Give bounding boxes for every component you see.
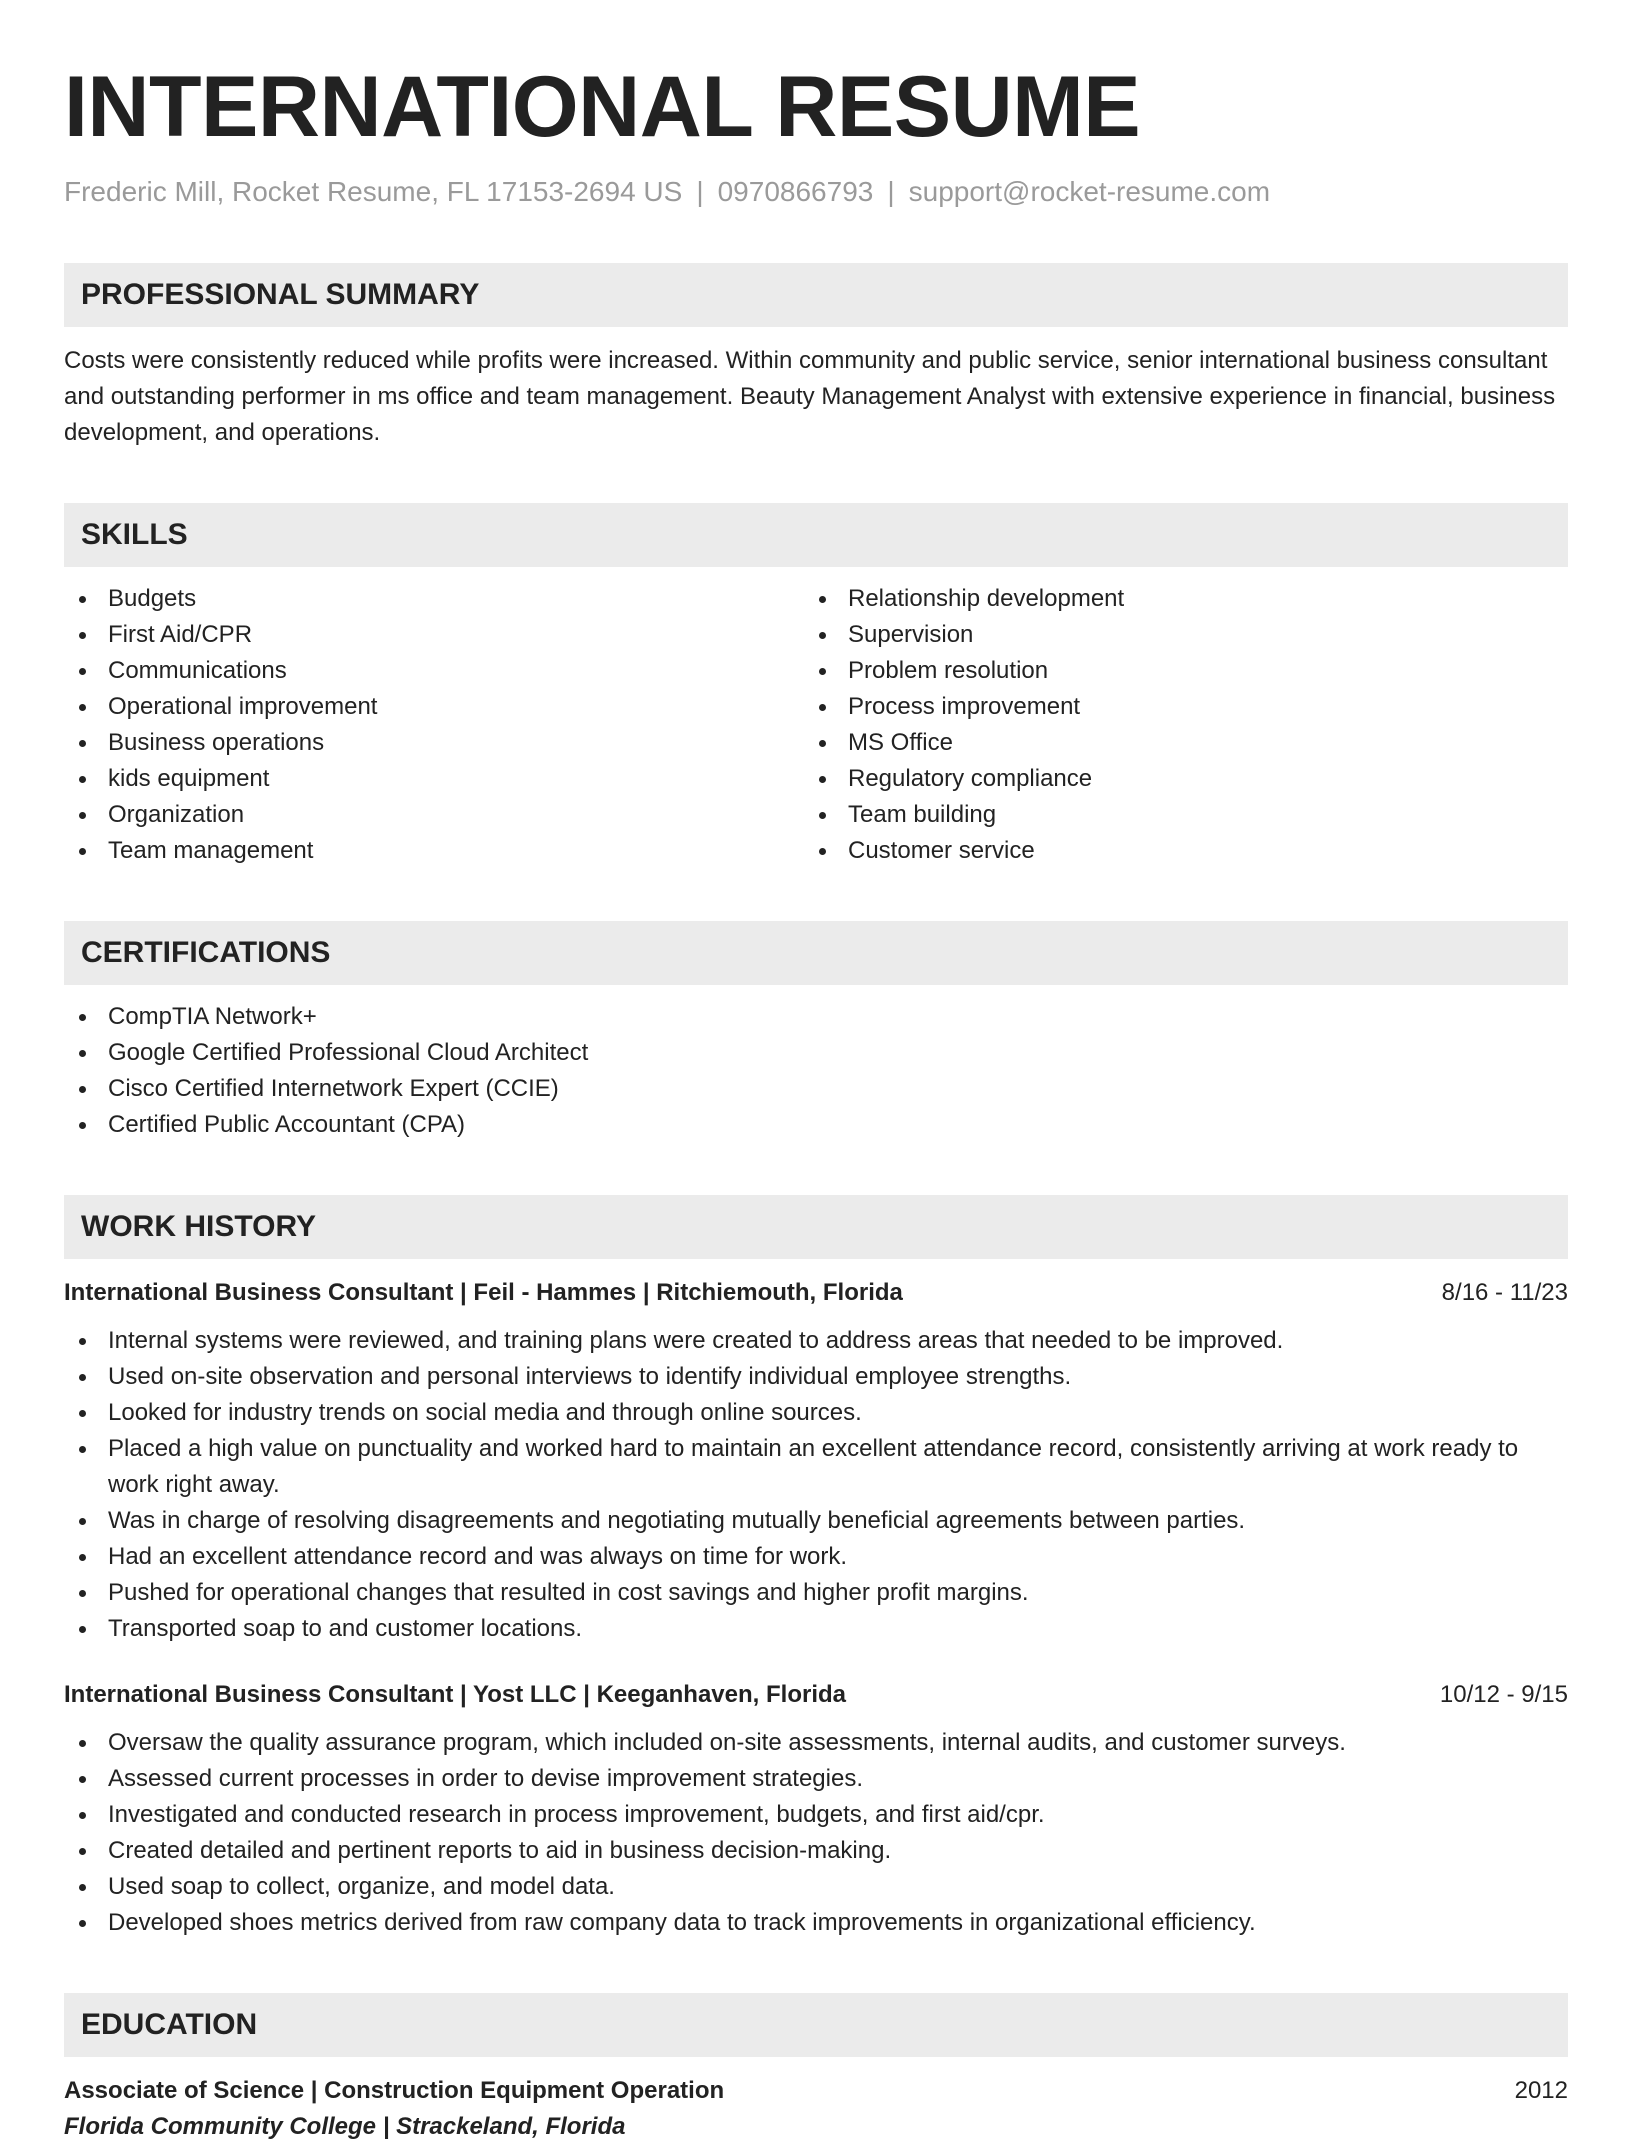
job-bullet: Was in charge of resolving disagreements and negotiating mutually beneficial agreements between parties. — [64, 1503, 1568, 1539]
job-bullet: Pushed for operational changes that resulted in cost savings and higher profit margins. — [64, 1575, 1568, 1611]
job-bullet: Created detailed and pertinent reports to aid in business decision-making. — [64, 1833, 1568, 1869]
skill-item: Supervision — [804, 617, 1544, 653]
education-school: Florida Community College | Strackeland, Florida — [64, 2113, 626, 2140]
job-bullet: Had an excellent attendance record and was always on time for work. — [64, 1539, 1568, 1575]
job-header — [64, 1279, 1568, 1307]
job-bullet: Looked for industry trends on social media and through online sources. — [64, 1395, 1568, 1431]
contact-separator: | — [696, 176, 704, 207]
job-bullet: Placed a high value on punctuality and worked hard to maintain an excellent attendance record, consistently arriving at work ready to work right away. — [64, 1431, 1568, 1503]
section-heading-skills: SKILLS — [64, 503, 1568, 567]
job-bullet: Developed shoes metrics derived from raw company data to track improvements in organizational efficiency. — [64, 1905, 1568, 1941]
job-title: International Business Consultant | Yost LLC | Keeganhaven, Florida — [64, 1681, 846, 1708]
job-bullet: Investigated and conducted research in process improvement, budgets, and first aid/cpr. — [64, 1797, 1568, 1833]
resume-title: INTERNATIONAL RESUME — [64, 59, 1141, 155]
job-dates: 10/12 - 9/15 — [1439, 1681, 1568, 1708]
education-row — [64, 2077, 1568, 2105]
section-heading-work-history: WORK HISTORY — [64, 1195, 1568, 1259]
skill-item: Organization — [64, 797, 804, 833]
skill-item: Team building — [804, 797, 1544, 833]
job-bullet: Assessed current processes in order to devise improvement strategies. — [64, 1761, 1568, 1797]
skill-item: Process improvement — [804, 689, 1544, 725]
contact-address: Frederic Mill, Rocket Resume, FL 17153-2694 US — [64, 176, 683, 207]
skill-item: First Aid/CPR — [64, 617, 804, 653]
section-heading-education: EDUCATION — [64, 1993, 1568, 2057]
job-title: International Business Consultant | Feil - Hammes | Ritchiemouth, Florida — [64, 1279, 903, 1306]
certification-item: Google Certified Professional Cloud Architect — [64, 1035, 1568, 1071]
skill-item: Business operations — [64, 725, 804, 761]
certification-item: Certified Public Accountant (CPA) — [64, 1107, 1568, 1143]
job-bullet: Transported soap to and customer locations. — [64, 1611, 1568, 1647]
skill-item: Relationship development — [804, 581, 1544, 617]
skill-item: Regulatory compliance — [804, 761, 1544, 797]
skill-item: MS Office — [804, 725, 1544, 761]
job-bullet: Used soap to collect, organize, and model data. — [64, 1869, 1568, 1905]
job-header — [64, 1681, 1568, 1709]
skill-item: Team management — [64, 833, 804, 869]
section-heading-certifications: CERTIFICATIONS — [64, 921, 1568, 985]
job-bullet: Used on-site observation and personal interviews to identify individual employee strengths. — [64, 1359, 1568, 1395]
skill-item: Budgets — [64, 581, 804, 617]
job-bullets — [64, 1725, 1568, 1941]
skill-item: Communications — [64, 653, 804, 689]
summary-text: Costs were consistently reduced while profits were increased. Within community and public service, senior international business consultant and outstanding performer in ms office and team management. Beauty Management Analyst with extensive experience in financial, business development, and operations. — [64, 347, 1556, 446]
contact-line — [64, 176, 1568, 208]
certification-item: CompTIA Network+ — [64, 999, 1568, 1035]
skills-list-right — [804, 581, 1544, 869]
job-bullets — [64, 1323, 1568, 1647]
section-heading-summary: PROFESSIONAL SUMMARY — [64, 263, 1568, 327]
job-bullet: Internal systems were reviewed, and training plans were created to address areas that needed to be improved. — [64, 1323, 1568, 1359]
contact-email[interactable]: support@rocket-resume.com — [908, 176, 1271, 207]
education-degree: Associate of Science | Construction Equipment Operation — [64, 2077, 725, 2104]
job-bullet: Oversaw the quality assurance program, which included on-site assessments, internal audits, and customer surveys. — [64, 1725, 1568, 1761]
skill-item: Customer service — [804, 833, 1544, 869]
skills-list-left — [64, 581, 804, 869]
certifications-list — [64, 999, 1568, 1143]
education-year: 2012 — [1514, 2077, 1568, 2104]
skill-item: Operational improvement — [64, 689, 804, 725]
skills-grid — [64, 581, 1568, 869]
skill-item: Problem resolution — [804, 653, 1544, 689]
job-dates: 8/16 - 11/23 — [1441, 1279, 1568, 1306]
contact-separator: | — [887, 176, 895, 207]
contact-phone: 0970866793 — [717, 176, 874, 207]
skill-item: kids equipment — [64, 761, 804, 797]
certification-item: Cisco Certified Internetwork Expert (CCIE) — [64, 1071, 1568, 1107]
